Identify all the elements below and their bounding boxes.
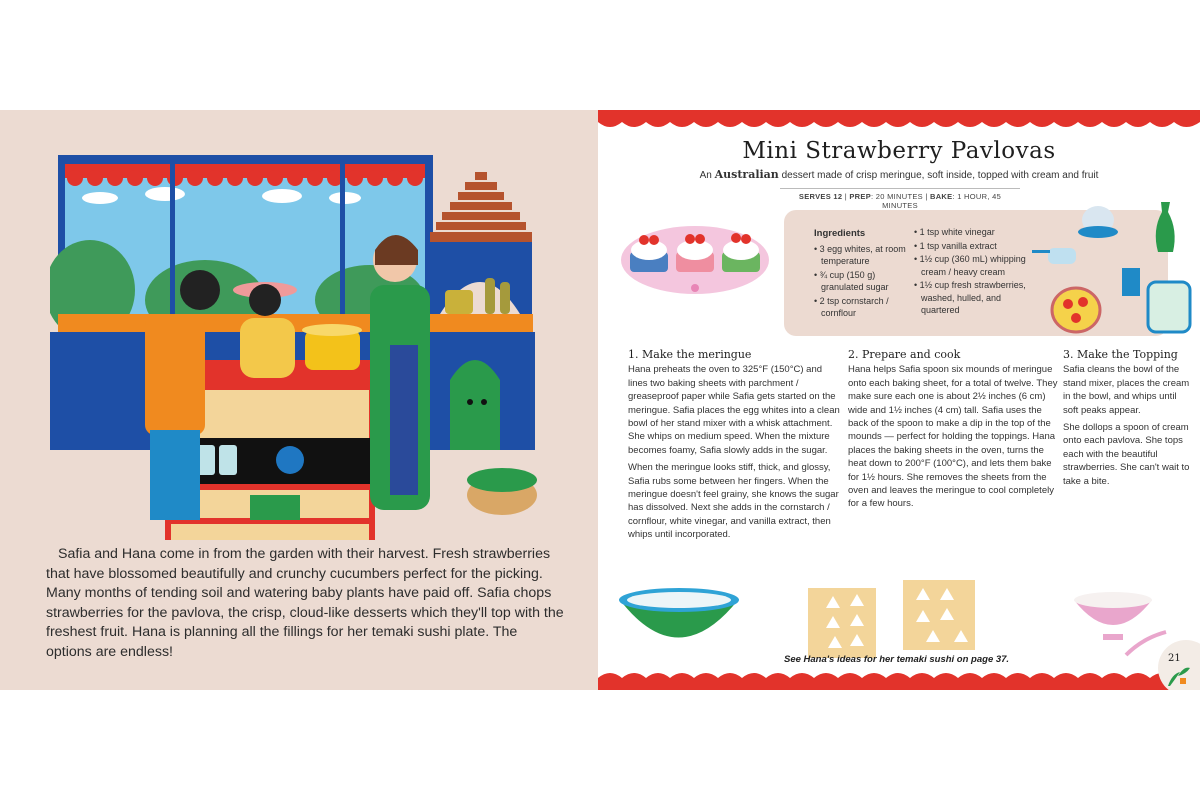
meta-separator: | bbox=[844, 192, 847, 201]
pavlova-plate-illustration bbox=[620, 222, 770, 304]
step-2 bbox=[848, 348, 1058, 511]
ingredients-column-2 bbox=[914, 226, 1034, 318]
step-title: 1. Make the meringue bbox=[628, 348, 752, 361]
step-title: 3. Make the Topping bbox=[1063, 348, 1178, 361]
step-paragraph: When the meringue looks stiff, thick, and glossy, Safia rubs some between her fingers. When the meringue doesn't feel grainy, she knows the sugar has dissolved. Next she adds in the cornstarch / cornflour, white vinegar, and vanilla extract, then whips until incorporated. bbox=[628, 462, 839, 541]
step-paragraph: Hana helps Safia spoon six mounds of meringue onto each baking sheet, for a total of twelve. They make sure each one is about 2½ inches (6 cm) wide and 1½ inches (4 cm) tall. Safia uses the back of the spoon to make a dip in the top of the mounds — perfect for holding the toppings. Hana places the baking sheets in the oven, turns the heat down to 200°F (100°C), and lets them bake for 1½ hours. She removes the sheets from the oven and leaves the meringue to cool completely for a few hours. bbox=[848, 364, 1058, 510]
meta-separator: | bbox=[925, 192, 928, 201]
scallop-border-bottom bbox=[598, 668, 1200, 690]
step-1 bbox=[628, 348, 840, 542]
step-paragraph: She dollops a spoon of cream onto each pavlova. She tops each with the beautiful strawberries. She can't wait to take a bite. bbox=[1063, 422, 1190, 487]
bake-value: : 1 HOUR, 45 MINUTES bbox=[882, 192, 1002, 210]
kitchen-illustration bbox=[50, 150, 560, 540]
leaf-icon bbox=[1166, 664, 1190, 688]
step-3 bbox=[1063, 348, 1193, 488]
ingredients-title: Ingredients bbox=[814, 228, 866, 239]
story-text bbox=[46, 545, 566, 662]
recipe-subtitle bbox=[598, 168, 1200, 181]
subtitle-prefix: An bbox=[699, 170, 712, 181]
ingredient-item: • 2 tsp cornstarch / cornflour bbox=[814, 295, 914, 320]
cross-reference-note: See Hana's ideas for her temaki sushi on page 37. bbox=[784, 654, 1010, 665]
bottom-illustrations bbox=[598, 550, 1200, 660]
scallop-border-top bbox=[598, 110, 1200, 132]
ingredient-item: • 3 egg whites, at room temperature bbox=[814, 243, 914, 268]
book-spread bbox=[0, 110, 1200, 690]
serves-label: SERVES 12 bbox=[798, 192, 843, 201]
ingredient-item: • ¾ cup (150 g) granulated sugar bbox=[814, 269, 914, 294]
ingredient-item: • 1 tsp vanilla extract bbox=[914, 240, 1034, 253]
prep-label: PREP bbox=[849, 192, 871, 201]
left-page bbox=[0, 110, 598, 690]
recipe-title: Mini Strawberry Pavlovas bbox=[742, 138, 1056, 164]
bake-label: BAKE bbox=[929, 192, 953, 201]
step-paragraph: Safia cleans the bowl of the stand mixer, places the cream in the bowl, and whips until soft peaks appear. bbox=[1063, 364, 1190, 416]
ingredient-item: • 1½ cup fresh strawberries, washed, hulled, and quartered bbox=[914, 279, 1034, 317]
ingredient-item: • 1½ cup (360 mL) whipping cream / heavy cream bbox=[914, 253, 1034, 278]
right-page bbox=[598, 110, 1200, 690]
subtitle-country: Australian bbox=[714, 168, 779, 181]
recipe-meta bbox=[780, 188, 1020, 210]
ingredients-illustration bbox=[1028, 190, 1198, 340]
subtitle-rest: dessert made of crisp meringue, soft inside, topped with cream and fruit bbox=[781, 170, 1099, 181]
step-title: 2. Prepare and cook bbox=[848, 348, 961, 361]
step-paragraph: Hana preheats the oven to 325°F (150°C) and lines two baking sheets with parchment / greaseproof paper while Safia gets started on the meringue. Safia places the egg whites into a clean bowl of her stand mixer with a whisk attachment. She whips on medium speed. When the mixture becomes foamy, Safia slowly adds in the sugar. bbox=[628, 364, 840, 456]
ingredients-column-1 bbox=[814, 228, 914, 321]
prep-value: : 20 MINUTES bbox=[871, 192, 923, 201]
page-number: 21 bbox=[1168, 653, 1181, 664]
ingredient-item: • 1 tsp white vinegar bbox=[914, 226, 1034, 239]
story-paragraph: Safia and Hana come in from the garden with their harvest. Fresh strawberries that have blossomed beautifully and crunchy cucumbers perfect for the picking. Many months of tending soil and watering baby plants have paid off. Safia chops strawberries for the pavlova, the crisp, cloud-like desserts which they'll top with the freshest fruit. Hana is planning all the fillings for her temaki sushi plate. The options are endless! bbox=[46, 546, 564, 660]
